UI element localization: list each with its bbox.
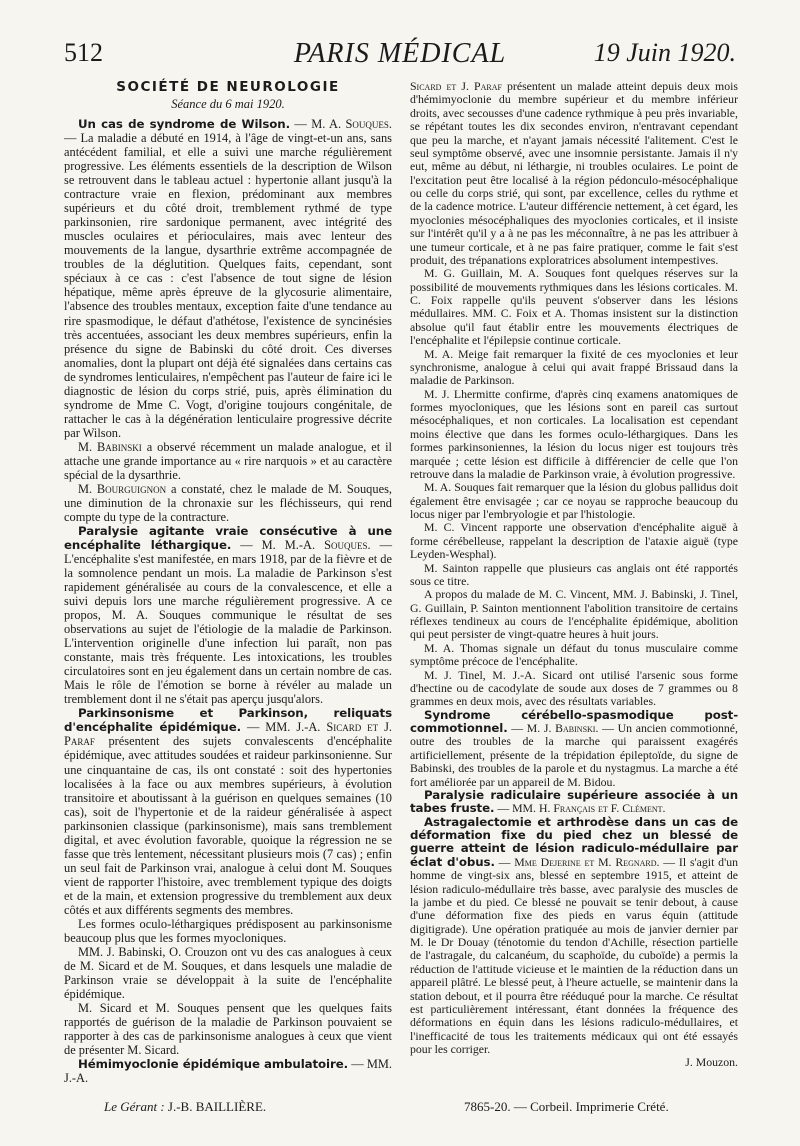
left-column: [64, 80, 392, 1085]
journal-title: PARIS MÉDICAL: [293, 38, 507, 69]
report-text: MM. J. Babinski, O. Crouzon ont vu des cas analogues à ceux de M. Sicard et de M. Souques, et dans lesquels une maladie de Parkinson vraie se développait à la suite de l'encéphalite épidémique.: [64, 944, 392, 1001]
report-text: M. A. Souques fait remarquer que la lésion du globus pallidus doit également être envisagée ; car ce noyau se rapproche beaucoup du locus niger par l'embryologie et par l'histologie.: [410, 480, 738, 521]
issue-date: 19 Juin 1920.: [593, 38, 736, 67]
right-paragraph: [410, 1056, 738, 1069]
report-authors: — M. J. Babinski. —: [507, 721, 618, 735]
report-authors: — M. M.-A. Souques. —: [231, 538, 392, 552]
right-paragraph: [410, 267, 738, 347]
report-text: M. G. Guillain, M. A. Souques font quelques réserves sur la possibilité de mouvements rythmiques dans les lésions corticales. M. C. Foix rappelle qu'ils peuvent s'observer dans les lésions médullaires. MM. C. Foix et A. Thomas insistent sur la distinction absolue qu'il faut établir entre les mouvements électriques de l'encéphalite et l'épilepsie continue corticale.: [410, 266, 738, 348]
page-number: 512: [64, 38, 103, 67]
right-paragraph: [410, 80, 738, 267]
report-text: Il s'agit d'un homme de vingt-six ans, blessé en septembre 1915, et atteint de lésion radiculo-médullaire très basse, avec paralysie des muscles de la jambe et du pied. Ce blessé ne pouvait se tenir debout, à cause d'une déformation fixe des pieds en varus équin (attitude digitigrade). Une opération pratiquée au mois de janvier dernier par M. le Dr Douay (ténotomie du tendon d'Achille, résection partielle de l'astragale, du calcanéum, du scaphoïde, du cuboïde) a permis la réduction de l'attitude vicieuse et le maintien de la réduction dans un appareil plâtré. Le blessé peut, à l'heure actuelle, se maintenir dans la station debout, et il pourra être rééduqué pour la marche. Ce résultat est particulièrement intéressant, étant données la fréquence des déformations en équin dans les lésions radiculo-médullaires, et l'inefficacité de tous les traitements médicaux qui ont été essayés pour les corriger.: [410, 854, 738, 1056]
report-text: Un ancien commotionné, outre des troubles de la marche qui paraissent exagérés artificiellement, présente de la trépidation épileptoïde, du signe de Babinski, des troubles de la parole et du nystagmus. La marche a été fort améliorée par un appareil de M. Bidou.: [410, 721, 738, 789]
gerant-label: Le Gérant :: [104, 1099, 165, 1114]
report-heading: Astragalectomie et arthrodèse dans un cas de déformation fixe du pied chez un blessé de guerre atteint de lésion radiculo-médullaire par éclat d'obus.: [410, 814, 738, 869]
right-paragraph: [410, 789, 738, 816]
report-authors: — MM. H. Français et F. Clément.: [494, 801, 666, 816]
report-authors: Sicard et J. Paraf: [410, 79, 502, 93]
report-authors: — MM. J.-A. Sicard et J. Paraf: [64, 720, 392, 749]
right-paragraph: [410, 709, 738, 789]
report-authors: — Mme Dejerine et M. Regnard. —: [494, 854, 679, 869]
report-text: Les formes oculo-léthargiques prédisposent au parkinsonisme beaucoup plus que les formes myocloniques.: [64, 916, 392, 945]
report-text: a observé récemment un malade analogue, et il attache une grande importance au « rire narquois » et au caractère spécial de la dysarthrie.: [64, 439, 392, 482]
report-text: M. A. Thomas signale un défaut du tonus musculaire comme symptôme précoce de l'encéphalite.: [410, 640, 738, 669]
report-text: J. Mouzon.: [685, 1055, 738, 1070]
report-text: M. Sicard et M. Souques pensent que les quelques faits rapportés de guérison de la maladie de Parkinson pouvaient se rapporter à des cas de parkinsonisme analogues à ceux que vient de présenter M. Sicard.: [64, 1001, 392, 1058]
report-text: La maladie a débuté en 1914, à l'âge de vingt-et-un ans, sans antécédent familial, et elle a suivi une marche régulièrement progressive. Les éléments essentiels de la description de Wilson se retrouvent dans le tableau actuel : hypertonie allant jusqu'à la contracture vraie en flexion, prédominant aux membres supérieurs et du côté droit, tremblement rythmé de type parkinsonien, rire sardonique permanent, avec intégrité des muscles oculaires et périoculaires, mais avec lenteur des mouvements de la langue, dysarthrie extrême accompagnée de troubles de la déglutition. Quelques faits, cependant, sont spéciaux à ce cas : c'est l'absence de tout signe de lésion hépatique, même après épreuve de la glycosurie alimentaire, l'absence des troubles mentaux, exception faite d'une tendance au rire spasmodique, le défaut d'athétose, l'existence de syncinésies très accentuées, associant les deux membres supérieurs, enfin la présence du signe de Babinski du côté droit. Ces diverses anomalies, dont la plupart ont déjà été signalées dans certains cas de syndromes lenticulaires, n'empêchent pas l'auteur de faire ici le diagnostic de lésion du corps strié, puis, après élimination du syndrome de Mme C. Vogt, d'origine toujours congénitale, de rattacher le cas à la dégénération lenticulaire progressive décrite par Wilson.: [64, 131, 392, 440]
session-date: Séance du 6 mai 1920.: [171, 97, 285, 112]
report-authors: — M. A. Souques. —: [64, 117, 393, 146]
report-text: L'encéphalite s'est manifestée, en mars 1918, par de la fièvre et de la somnolence pendant un mois. La maladie de Parkinson s'est rapidement généralisée au cours de la convalescence, et elle a suivi depuis lors une marche régulièrement progressive. A ce propos, M. A. Souques communique le résultat de ses observations au sujet de l'étiologie de la maladie de Parkinson. L'intervention originelle d'une infection lui paraît, non pas constante, mais très fréquente. Les intoxications, les troubles circulatoires sont en jeu également dans un certain nombre de cas. Mais le rôle de l'émotion se borne à révéler au malade un tremblement dont il ne s'était pas aperçu jusqu'alors.: [64, 552, 392, 707]
report-text: présentent des sujets convalescents d'encéphalite épidémique, avec attitudes soudées et raideur parkinsonienne. Sur une cinquantaine de cas, ils ont constaté : soit des hypertonies localisées à la face ou aux membres supérieurs, à évolution transitoire et aboutissant à la guérison en quelques semaines (10 cas), soit de l'hypertonie et de la raideur généralisée à aspect parkinsonien classique (parkinsonisme), mais sans tremblement digital, et avec évolution favorable, quoique la régression ne se fasse que très lentement, nécessitant plusieurs mois (7 cas) ; enfin un seul fait de Parkinson vrai, analogue à celui dont M. Souques vient de rapporter l'histoire, avec tremblement typique des doigts et de la main, et extension progressive du tremblement aux deux côtés et aux différents segments des membres.: [64, 734, 393, 917]
right-paragraph: [410, 816, 738, 1057]
right-paragraph: [410, 669, 738, 709]
right-paragraph: [410, 348, 738, 388]
left-paragraph: [64, 117, 392, 440]
report-authors: M. Babinski: [78, 439, 142, 454]
left-paragraph: [64, 482, 392, 524]
page-header: [64, 38, 736, 78]
left-paragraph: [64, 1001, 392, 1057]
right-paragraph: [410, 588, 738, 642]
right-paragraph: [410, 481, 738, 521]
right-paragraph: [410, 642, 738, 669]
report-heading: Paralysie radiculaire supérieure associée à un tabes fruste.: [410, 787, 738, 816]
report-text: A propos du malade de M. C. Vincent, MM. J. Babinski, J. Tinel, G. Guillain, P. Sainton mentionnent l'abolition transitoire de certains réflexes tendineux au cours de l'encéphalite épidémique, abolition qui peut persister de vingt-quatre heures à huit jours.: [410, 587, 738, 642]
left-paragraph: [64, 1057, 392, 1085]
report-heading: Syndrome cérébello-spasmodique post-commotionnel.: [410, 707, 738, 735]
report-heading: Hémimyoclonie épidémique ambulatoire.: [78, 1057, 348, 1072]
report-text: présentent un malade atteint depuis deux mois d'hémimyoclonie du membre supérieur et du membre inférieur droits, avec secousses d'une cadence rythmique à peu près invariable, se répétant toutes les dix secondes environ, n'entravant cependant que peu la marche, et n'ayant jamais nécessité l'alitement. C'est le seul symptôme observé, avec une insomnie persistante. Jamais il n'y eut, même au début, ni léthargie, ni troubles oculaires. Le point de l'excitation peut être localisé à la région pédonculo-mésocéphalique ou celle du corps strié, qui sont, par excellence, celles du rythme et de la cadence motrice. L'auteur différencie nettement, à cet égard, les myoclonies mésocéphaliques des myoclonies corticales, et il insiste sur l'intérêt qu'il y a à ne pas les méconnaître, à ne pas les attribuer à une tumeur corticale, et à ne pas faire pratiquer, comme le fait s'est produit, des trépanations exploratrices absolument intempestives.: [410, 79, 738, 267]
right-paragraph: [410, 562, 738, 589]
left-paragraph: [64, 440, 392, 482]
left-paragraph: [64, 917, 392, 945]
gerant-name: J.-B. BAILLIÈRE.: [167, 1099, 267, 1114]
report-text: M. C. Vincent rapporte une observation d'encéphalite aiguë à forme cérébelleuse, rappelant la description de l'ataxie aiguë (type Leyden-Wesphal).: [410, 520, 738, 562]
printer-line: 7865-20. — Corbeil. Imprimerie Crété.: [464, 1099, 669, 1114]
left-paragraph: [64, 945, 392, 1001]
report-authors: — MM. J.-A.: [64, 1057, 393, 1086]
report-text: M. J. Tinel, M. J.-A. Sicard ont utilisé l'arsenic sous forme d'hectine ou de cacodylate de soude aux doses de 7 grammes ou 8 grammes en deux mois, avec des résultats variables.: [410, 667, 738, 709]
report-text: M. Sainton rappelle que plusieurs cas anglais ont été rapportés sous ce titre.: [410, 560, 738, 588]
left-paragraph: [64, 524, 392, 706]
report-text: M. J. Lhermitte confirme, d'après cinq examens anatomiques de formes myocloniques, que les lésions sont en pareil cas surtout mésocéphaliques, et non corticales. La localisation est cependant moins élective que dans les formes oculo-léthargiques. Dans les formes parkinsoniennes, la lésion du locus niger est toujours très marquée ; cette lésion est difficile à différencier de celle que l'on retrouve dans la maladie de Parkinson vraie, à évolution progressive.: [410, 386, 738, 481]
section-title: SOCIÉTÉ DE NEUROLOGIE: [116, 79, 340, 95]
right-paragraph: [410, 388, 738, 482]
left-paragraph: [64, 706, 392, 916]
report-authors: M. Bourguignon: [78, 481, 167, 496]
report-text: M. A. Meige fait remarquer la fixité de ces myoclonies et leur synchronisme, analogue à celui qui avait frappé Brissaud dans la maladie de Parkinson.: [410, 346, 738, 388]
report-heading: Paralysie agitante vraie consécutive à une encéphalite léthargique.: [64, 523, 392, 552]
page-footer: [64, 1099, 736, 1119]
report-heading: Un cas de syndrome de Wilson.: [78, 117, 290, 132]
report-heading: Parkinsonisme et Parkinson, reliquats d'encéphalite épidémique.: [64, 706, 392, 735]
right-paragraph: [410, 521, 738, 561]
right-column: [410, 80, 738, 1070]
gerant-line: [104, 1099, 266, 1115]
report-text: a constaté, chez le malade de M. Souques, une diminution de la chronaxie sur les fléchisseurs, qui rend compte du type de la contracture.: [64, 481, 392, 524]
